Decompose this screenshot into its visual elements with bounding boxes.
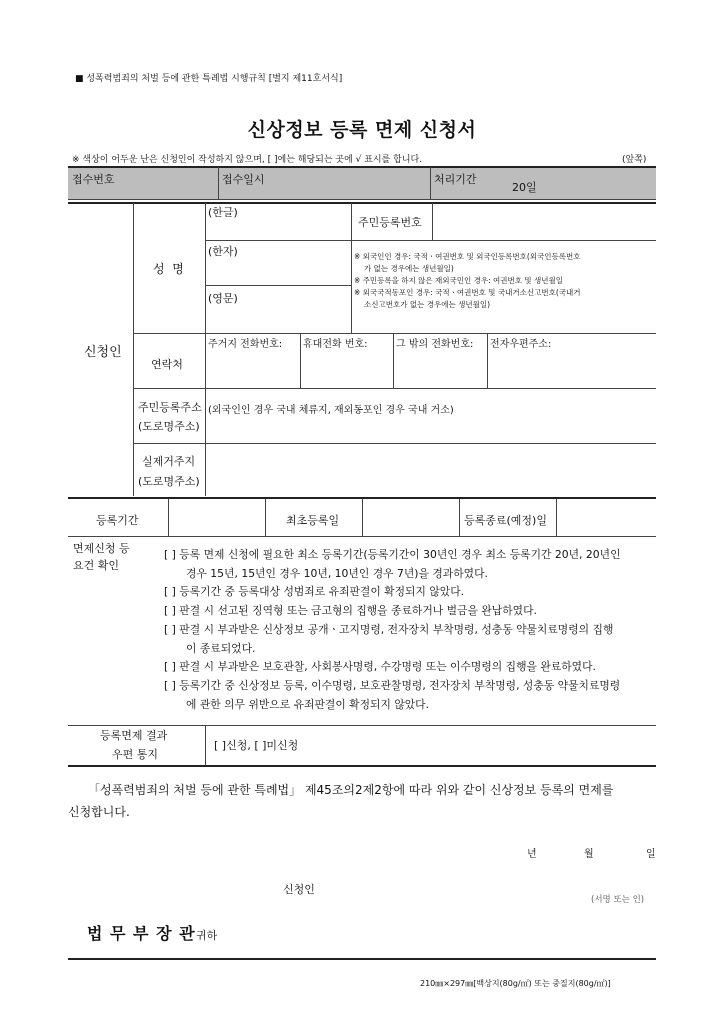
form-reference-note: ■ 성폭력범죄의 처벌 등에 관한 특례법 시행규칙 [별지 제11호서식] xyxy=(75,74,343,84)
contact-label: 연락처 xyxy=(151,358,183,371)
receipt-number-label: 접수번호 xyxy=(72,173,115,186)
foreign-id-notes: ※ 외국인인 경우: 국적ㆍ여권번호 및 외국인등록번호(외국인등록번호 가 없는 경우에는 생년월일) ※ 주민등록을 하지 않은 재외국민인 경우: 여권번호 및 생년월일 ※ 외국국적동포인 경우: 국적ㆍ여권번호 및 국내거소신고번호(국내거 소신고번호가 없는 경우에는 생년월일) xyxy=(354,252,581,309)
processing-period-value: 20일 xyxy=(512,181,537,194)
hanja-name-field[interactable]: (한자) xyxy=(208,245,238,258)
other-phone-field[interactable]: 그 밖의 전화번호: xyxy=(396,339,474,350)
addressee-honorific: 귀하 xyxy=(196,929,218,942)
name-label: 성 명 xyxy=(153,262,184,276)
date-month[interactable]: 월 xyxy=(584,849,594,860)
registration-period-label: 등록기간 xyxy=(96,514,139,527)
first-registration-date-label: 최초등록일 xyxy=(286,514,340,527)
mobile-phone-field[interactable]: 휴대전화 번호: xyxy=(303,339,368,350)
instruction-note: ※ 색상이 어두운 난은 신청인이 작성하지 않으며, [ ]에는 해당되는 곳에 √ 표시를 합니다. xyxy=(72,155,423,165)
addressee: 법 무 부 장 관 xyxy=(87,924,196,943)
actual-residence-field[interactable] xyxy=(208,446,654,494)
requirement-item[interactable]: [ ] 판결 시 부과받은 보호관찰, 사회봉사명령, 수강명령 또는 이수명령의 집행을 완료하였다. xyxy=(164,660,596,674)
application-statement-end: 신청합니다. xyxy=(68,805,130,819)
requirement-item[interactable]: [ ] 등록기간 중 등록대상 성범죄로 유죄판결이 확정되지 않았다. xyxy=(164,585,465,599)
page-side-label: (앞쪽) xyxy=(622,155,647,165)
home-phone-field[interactable]: 주거지 전화번호: xyxy=(208,339,283,350)
receipt-date-label: 접수일시 xyxy=(222,173,265,186)
rrn-input[interactable] xyxy=(434,205,654,239)
registration-end-date-label: 등록종료(예정)일 xyxy=(464,514,547,527)
application-statement: 「성폭력범죄의 처벌 등에 관한 특례법」 제45조의2제2항에 따라 위와 같이 신상정보 등록의 면제를 xyxy=(88,783,614,797)
processing-period-label: 처리기간 xyxy=(434,173,477,186)
requirements-label: 면제신청 등 xyxy=(73,542,130,555)
registered-address-road-label: (도로명주소) xyxy=(138,420,200,433)
result-notice-label: 등록면제 결과 xyxy=(100,729,168,742)
korean-name-field[interactable]: (한글) xyxy=(208,206,238,219)
requirement-item[interactable]: [ ] 판결 시 부과받은 신상정보 공개ㆍ고지명령, 전자장치 부착명령, 성충동 약물치료명령의 집행 xyxy=(164,622,614,636)
applicant-section-label: 신청인 xyxy=(84,345,122,360)
actual-residence-label: 실제거주지 xyxy=(142,455,196,468)
registered-address-field[interactable]: (외국인인 경우 국내 체류지, 재외동포인 경우 국내 거소) xyxy=(208,405,454,416)
postal-notice-label: 우편 통지 xyxy=(112,748,159,761)
signature-note[interactable]: (서명 또는 인) xyxy=(591,895,645,905)
english-name-field[interactable]: (영문) xyxy=(208,292,238,305)
receipt-row xyxy=(68,167,656,199)
requirement-item[interactable]: [ ] 등록 면제 신청에 필요한 최소 등록기간(등록기간이 30년인 경우 최소 등록기간 20년, 20년인 xyxy=(164,548,621,561)
registered-address-label: 주민등록주소 xyxy=(138,401,202,414)
paper-spec: 210㎜×297㎜[백상지(80g/㎡) 또는 중질지(80g/㎡)] xyxy=(420,979,611,988)
date-day[interactable]: 일 xyxy=(646,849,656,860)
page-title: 신상정보 등록 면제 신청서 xyxy=(247,119,477,141)
email-field[interactable]: 전자우편주소: xyxy=(490,339,552,350)
rrn-label: 주민등록번호 xyxy=(358,216,422,229)
date-year[interactable]: 년 xyxy=(527,849,537,860)
requirements-check-label: 요건 확인 xyxy=(73,559,120,572)
postal-notice-options[interactable]: [ ]신청, [ ]미신청 xyxy=(214,739,299,752)
signer-label: 신청인 xyxy=(283,883,315,896)
actual-residence-road-label: (도로명주소) xyxy=(138,475,200,488)
requirements-checklist: [ ] 등록 면제 신청에 필요한 최소 등록기간(등록기간이 30년인 경우 최소 등록기간 20년, 20년인 경우 15년, 15년인 경우 10년, 10년인 경우 7년)을 경과하였다. [ ] 등록기간 중 등록대상 성범죄로 유죄판결이 확정되지 않았다. [ ] 판결 시 선고된 징역형 또는 금고형의 집행을 종료하거나 벌금을 완납하였다. [ ] 판결 시 부과받은 신상정보 공개ㆍ고지명령, 전자장치 부착명령, 성충동 약물치료명령의 집행 이 종료되었다. [ ] 판결 시 부과받은 보호관찰, 사회봉사명령, 수강명령 또는 이수명령의 집행을 완료하였다. [ ] 등록기간 중 신상정보 등록, 이수명령, 보호관찰명령, 전자장치 부착명령, 성충동 약물치료명령 에 관한 의무 위반으로 유죄판결이 확정되지 않았다. xyxy=(164,548,621,711)
requirement-item[interactable]: [ ] 판결 시 선고된 징역형 또는 금고형의 집행을 종료하거나 벌금을 완납하였다. xyxy=(164,604,537,618)
requirement-item[interactable]: [ ] 등록기간 중 신상정보 등록, 이수명령, 보호관찰명령, 전자장치 부착명령, 성충동 약물치료명령 xyxy=(164,678,621,692)
